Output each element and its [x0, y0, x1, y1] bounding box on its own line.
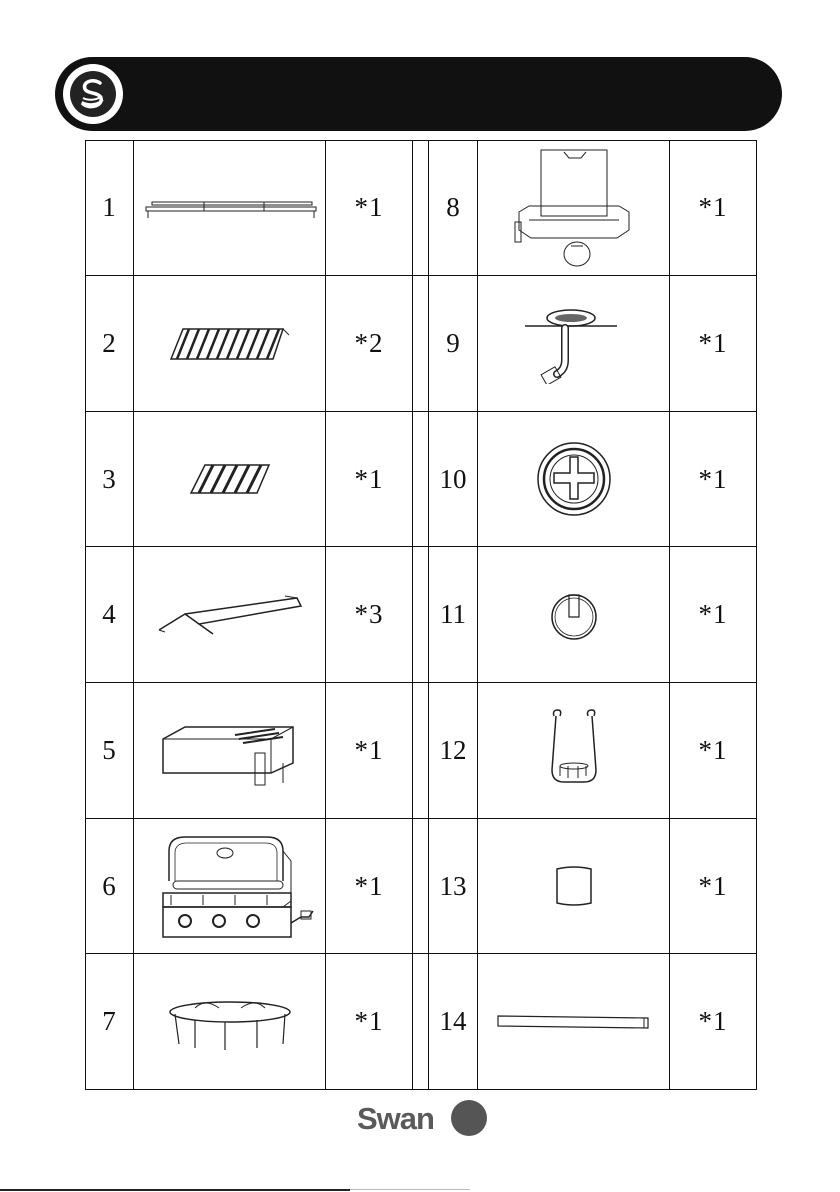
wok-support-icon: [134, 954, 325, 1089]
part-number: 14: [439, 1006, 467, 1036]
part-number: 8: [446, 192, 460, 222]
parts-table: [85, 140, 757, 1090]
part-quantity: *1: [698, 328, 728, 358]
part-quantity: *1: [698, 1006, 728, 1036]
part-number: 5: [102, 735, 116, 765]
side-burner-icon: [478, 276, 669, 411]
grease-cup-holder-icon: [478, 683, 669, 818]
part-quantity: *1: [354, 1006, 384, 1036]
footer: [0, 1095, 840, 1145]
part-quantity: *1: [698, 599, 728, 629]
part-number: 12: [439, 735, 467, 765]
flame-tamer-icon: [134, 547, 325, 682]
part-number: 7: [102, 1006, 116, 1036]
part-number: 11: [440, 599, 466, 629]
header-bar: [55, 57, 782, 131]
part-number: 4: [102, 599, 116, 629]
bottom-rule: [0, 1189, 350, 1191]
brand-logo: Swan: [357, 1101, 434, 1136]
part-number: 6: [102, 870, 116, 901]
swan-logo-icon: [63, 64, 123, 124]
side-burner-housing-icon: [134, 683, 325, 818]
part-quantity: *3: [354, 599, 384, 629]
part-quantity: *1: [354, 870, 384, 901]
part-quantity: *1: [354, 735, 384, 765]
control-knob-icon: [478, 547, 669, 682]
cooking-grate-icon: [134, 276, 325, 411]
part-number: 3: [102, 463, 116, 494]
grease-cup-icon: [478, 819, 669, 953]
control-bezel-icon: [478, 412, 669, 546]
part-quantity: *1: [354, 463, 384, 494]
part-quantity: *1: [354, 192, 384, 222]
part-number: 10: [439, 463, 467, 494]
part-quantity: *1: [698, 870, 728, 901]
grill-head-icon: [134, 819, 325, 953]
part-number: 13: [439, 870, 467, 901]
part-quantity: *1: [698, 735, 728, 765]
part-quantity: *2: [354, 328, 384, 358]
bottom-rule-thin: [350, 1189, 470, 1190]
part-number: 2: [102, 328, 116, 358]
small-grate-icon: [134, 412, 325, 546]
side-burner-lid-icon: [478, 140, 669, 275]
part-number: 1: [102, 192, 116, 222]
page-marker: [451, 1100, 487, 1136]
warming-rack-icon: [134, 140, 325, 275]
part-quantity: *1: [698, 192, 728, 222]
rod-icon: [478, 954, 669, 1089]
part-quantity: *1: [698, 463, 728, 494]
part-number: 9: [446, 328, 460, 358]
